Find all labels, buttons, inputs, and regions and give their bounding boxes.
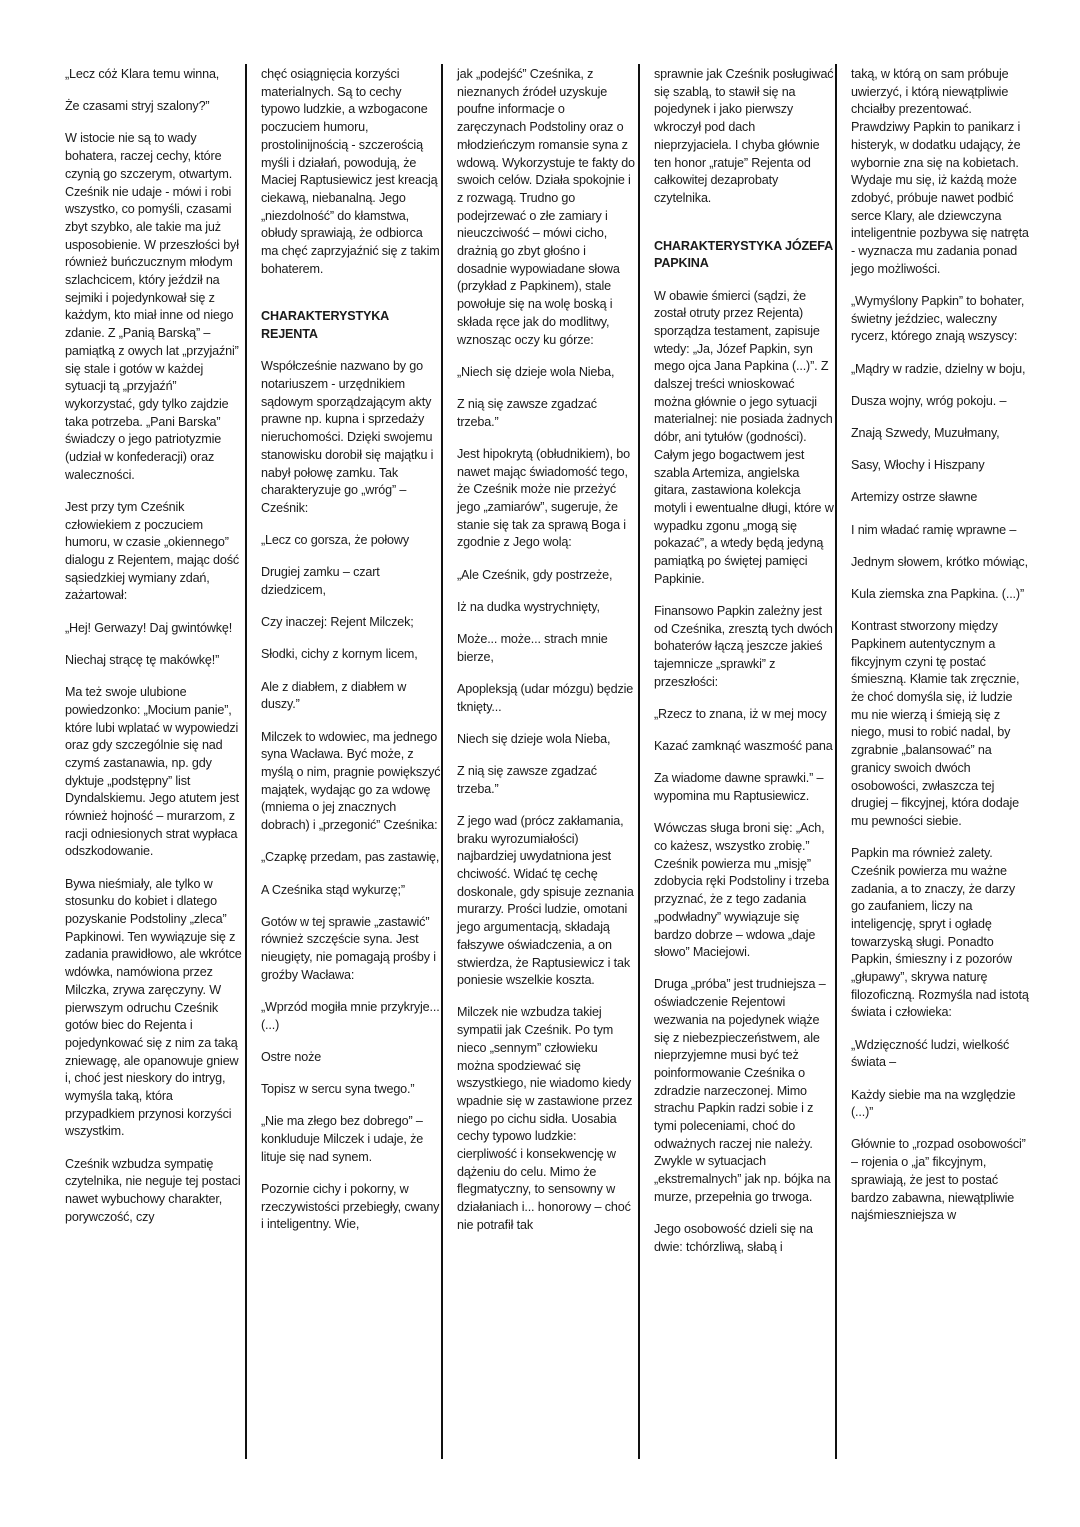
paragraph: „Czapkę przedam, pas zastawię, — [261, 850, 440, 865]
paragraph: Może... może... strach mnie bierze, — [457, 631, 608, 664]
paragraph: „Wprzód mogiła mnie przykryje... (...) — [261, 1000, 440, 1032]
paragraph: sprawnie jak Cześnik posługiwać się szablą, to stawił się na pojedynek i jako pierwszy wkroczył pod dach nieprzyjaciela. I chyba głównie ten honor „ratuje” Rejenta od całkowitej dezaprobaty czytelnika. — [654, 67, 834, 205]
paragraph: Dusza wojny, wróg pokoju. – — [851, 393, 1007, 408]
paragraph: Gotów w tej sprawie „zastawić” również szczęście syna. Jest nieugięty, nie pomagają prośby i groźby Wacława: — [261, 914, 436, 982]
paragraph: Jednym słowem, krótko mówiąc, — [851, 554, 1028, 569]
paragraph: „Lecz cóż Klara temu winna, — [65, 67, 220, 81]
paragraph: Jego osobowość dzieli się na dwie: tchórzliwą, słabą i — [654, 1222, 813, 1254]
paragraph: Sasy, Włochy i Hiszpany — [851, 458, 985, 473]
paragraph: „Nie ma złego bez dobrego” – konkluduje Milczek i udaje, że lituje się nad synem. — [261, 1114, 424, 1164]
column-divider — [441, 64, 443, 1459]
paragraph: I nim władać ramię wprawne – — [851, 522, 1017, 537]
paragraph: „Hej! Gerwazy! Daj gwintówkę! — [65, 620, 233, 635]
paragraph: Z nią się zawsze zgadzać trzeba.” — [457, 396, 597, 429]
paragraph: Kula ziemska zna Papkina. (...)” — [851, 586, 1024, 601]
paragraph: W istocie nie są to wady bohatera, raczej cechy, które czynią go szczerym, otwartym. Cześnik nie udaje - mówi i robi wszystko, co pomyśli, czasami zbyt szybko, ale takie ma już usposobienie. W przeszłości był również buńczucznym młodym szlachcicem, który jeździł na sejmiki i pojedynkował się z każdym, kto miał inne od niego zdanie. Z „Panią Barską” – pamiątką z owych lat „przyjaźni” się stale i gotów w każdej sytuacji tą „przyjaźń” wykorzystać, gdy tylko zajdzie taka potrzeba. „Pani Barska” świadczy o jego patriotyzmie (udział w konfederacji) oraz waleczności. — [65, 131, 239, 482]
paragraph: Współcześnie nazwano by go notariuszem - urzędnikiem sądowym sporządzającym akty prawne np. kupna i sprzedaży nieruchomości. Dzięki swojemu stanowisku dorobił się majątku i nabył połowę zamku. Tak charakteryzuje go „wróg” – Cześnik: — [261, 359, 434, 515]
paragraph: Artemizy ostrze sławne — [851, 490, 978, 505]
section-heading: CHARAKTERYSTYKA REJENTA — [261, 309, 389, 342]
paragraph: chęć osiągnięcia korzyści materialnych. Są to cechy typowo ludzkie, a wzbogacone poczuciem humoru, prostolinijnością - szczerością myśli i działań, powodują, że Maciej Raptusiewicz jest kreacją ciekawą, niebanalną. Jego „niezdolność” do kłamstwa, obłudy sprawiają, że odbiorca ma chęć zaprzyjaźnić się z takim bohaterem. — [261, 67, 440, 276]
paragraph: Z nią się zawsze zgadzać trzeba.” — [457, 764, 597, 796]
text-column-4 — [654, 66, 834, 1271]
text-column-2 — [261, 66, 441, 1249]
paragraph: Wówczas sługa broni się: „Ach, co każesz, wszystko zrobię.” Cześnik powierza mu „misję” zdobycia ręki Podstoliny i trzeba przyznać, że z tego zadania „podwładny” wywiązuje się bardzo dobrze – wdowa „daje słowo” Maciejowi. — [654, 821, 829, 960]
paragraph: „Wdzięczność ludzi, wielkość świata – — [851, 1037, 1010, 1070]
paragraph: Czy inaczej: Rejent Milczek; — [261, 615, 414, 630]
text-column-1 — [65, 66, 245, 1241]
paragraph: Apopleksją (udar mózgu) będzie tknięty... — [457, 681, 634, 714]
column-divider — [835, 64, 837, 1459]
column-divider — [638, 64, 640, 1459]
column-divider — [245, 64, 247, 1459]
paragraph: Bywa nieśmiały, ale tylko w stosunku do kobiet i dlatego pozyskanie Podstoliny „zleca” Papkinowi. Ten wywiązuje się z zadania prawidłowo, ale wkrótce wdówka, namówiona przez Milczka, zrywa zaręczyny. W pierwszym odruchu Cześnik gotów biec do Rejenta i pojedynkować się z nim za taką zniewagę, ale opanowuje gniew i, choć jest nieskory do intryg, wymyśla taką, która przypadkiem przynosi korzyści wszystkim. — [65, 876, 242, 1139]
paragraph: Że czasami stryj szalony?” — [65, 99, 210, 114]
paragraph: W obawie śmierci (sądzi, że został otruty przez Rejenta) sporządza testament, zapisuje wtedy: „Ja, Józef Papkin, syn mego ojca Jana Papkina (...)”. Z dalszej treści wnioskować można głównie o jego sytuacji materialnej: nie posiada żadnych dóbr, ani tytułów (godności). Całym jego bogactwem jest szabla Artemiza, angielska gitara, zastawiona kolekcja motyli i ewentualne długi, które w wypadku zgonu „mogą się pokazać”, a wtedy będą jedyną pamiątką po świętej pamięci Papkinie. — [654, 288, 834, 586]
paragraph: „Mądry w radzie, dzielny w boju, — [851, 361, 1026, 376]
paragraph: Kontrast stworzony między Papkinem autentycznym a fikcyjnym czyni tę postać śmieszną. Kłamie tak zręcznie, że choć domyśla się, iż ludzie mu nie wierzą i śmieją się z niego, musi to robić nadal, by zgrabnie „balansować” na granicy swoich dwóch osobowości, zwłaszcza tej drugiej – fikcyjnej, która dodaje mu pewności siebie. — [851, 619, 1020, 828]
paragraph: Ma też swoje ulubione powiedzonko: „Mocium panie”, które lubi wplatać w wypowiedzi oraz gdy szczególnie się nad czymś zastanawia, np. gdy dyktuje „podstępny” list Dyndalskiemu. Jego atutem jest również hojność – murarzom, z racji odniesionych strat wypłaca odszkodowanie. — [65, 685, 239, 859]
paragraph: Pozornie cichy i pokorny, w rzeczywistości przebiegły, cwany i inteligentny. Wie, — [261, 1181, 440, 1232]
paragraph: Znają Szwedy, Muzułmany, — [851, 425, 1000, 440]
paragraph: Słodki, cichy z kornym licem, — [261, 647, 418, 662]
paragraph: Niech się dzieje wola Nieba, — [457, 731, 611, 746]
paragraph: „Wymyślony Papkin” to bohater, świetny jeździec, waleczny rycerz, którego znają wszyscy: — [851, 293, 1025, 344]
text-column-5 — [851, 66, 1031, 1239]
paragraph: Druga „próba” jest trudniejsza – oświadczenie Rejentowi wezwania na pojedynek wiąże się z niebezpieczeństwem, ale nieprzyjemne musi być też poinformowanie Cześnika o zdradzie narzeczonej. Mimo strachu Papkin radzi sobie i z tymi poleceniami, choć do odważnych raczej nie należy. Zwykle w sytuacjach „ekstremalnych” jak np. bójka na murze, przepełnia go trwoga. — [654, 977, 831, 1204]
paragraph: „Lecz co gorsza, że połowy — [261, 533, 409, 548]
paragraph: Każdy siebie ma na względzie (...)” — [851, 1087, 1016, 1120]
paragraph: Głównie to „rozpad osobowości” – rojenia o „ja” fikcyjnym, sprawiają, że jest to postać bardzo zabawna, niewątpliwie najśmieszniejsza w — [851, 1137, 1026, 1223]
paragraph: Kazać zamknąć waszmość pana — [654, 739, 833, 754]
paragraph: Topisz w sercu syna twego.” — [261, 1082, 415, 1097]
paragraph: Iż na dudka wystrychnięty, — [457, 599, 600, 614]
paragraph: „Ale Cześnik, gdy postrzeże, — [457, 567, 613, 582]
paragraph: Drugiej zamku – czart dziedzicem, — [261, 565, 380, 598]
paragraph: jak „podejść” Cześnika, z nieznanych źródeł uzyskuje poufne informacje o zaręczynach Podstoliny oraz o młodzieńczym romansie syna z wdową. Wykorzystuje te fakty do swoich celów. Działa spokojnie i z rozwagą. Trudno go podejrzewać o złe zamiary i nieuczciwość – mówi cicho, drażnią go zbyt głośno i dosadnie wypowiadane słowa (przykład z Papkinem), stale powołuje się na wolę boską i składa ręce jak do modlitwy, wznosząc oczy ku górze: — [457, 67, 635, 347]
paragraph: Niechaj strącę tę makówkę!” — [65, 652, 220, 667]
paragraph: „Rzecz to znana, iż w mej mocy — [654, 707, 827, 721]
paragraph: taką, w którą on sam próbuje uwierzyć, i którą niewątpliwie chciałby prezentować. Prawdziwy Papkin to panikarz i histeryk, w dodatku udający, że wybornie zna się na kobietach. Wydaje mu się, iż każdą może zdobyć, próbuje nawet podbić serce Klary, ale dziewczyna inteligentnie pozbywa się natręta - wyznacza mu zadania ponad jego możliwości. — [851, 67, 1029, 276]
paragraph: Jest przy tym Cześnik człowiekiem z poczuciem humoru, w czasie „okiennego” dialogu z Rejentem, mając dość sąsiedzkiej wymiany zdań, zażartował: — [65, 499, 240, 603]
paragraph: Ale z diabłem, z diabłem w duszy.” — [261, 679, 407, 712]
paragraph: „Niech się dzieje wola Nieba, — [457, 364, 615, 379]
paragraph: Milczek to wdowiec, ma jednego syna Wacława. Być może, z myślą o nim, pragnie powiększyć majątek, wydając go za wdowę (mniema o jej znacznych dobrach) i „przegonić” Cześnika: — [261, 729, 441, 833]
paragraph: Za wiadome dawne sprawki.” – wypomina mu Raptusiewicz. — [654, 771, 824, 804]
paragraph: Finansowo Papkin zależny jest od Cześnika, zresztą tych dwóch bohaterów łączą jeszcze jakieś tajemnicze „sprawki” z przeszłości: — [654, 603, 833, 689]
paragraph: Milczek nie wzbudza takiej sympatii jak Cześnik. Po tym nieco „sennym” człowieku można spodziewać się wszystkiego, nie wiadomo kiedy wpadnie się w zastawione przez niego po cichu sidła. Uosabia cechy typowo ludzkie: cierpliwość i konsekwencję w dążeniu do celu. Mimo że flegmatyczny, to sensowny w działaniach i... honorowy – choć nie potrafił tak — [457, 1005, 633, 1232]
text-column-3 — [457, 66, 637, 1249]
section-heading: CHARAKTERYSTYKA JÓZEFA PAPKINA — [654, 238, 833, 271]
paragraph: Ostre noże — [261, 1049, 322, 1064]
paragraph: Jest hipokrytą (obłudnikiem), bo nawet mając świadomość tego, że Cześnik może nie przeżyć jego „zamiarów”, sugeruje, że stanie się tak za sprawą Boga i zgodnie z Jego wolą: — [457, 446, 630, 550]
paragraph: Z jego wad (prócz zakłamania, braku wyrozumiałości) najbardziej uwydatniona jest chciwość. Widać tę cechę doskonale, gdy spisuje zeznania murarzy. Prości ludzie, omotani jego argumentacją, składają fałszywe oświadczenia, a on stwierdza, że Raptusiewicz i tak poniesie wszelkie koszta. — [457, 813, 634, 988]
paragraph: Cześnik wzbudza sympatię czytelnika, nie neguje tej postaci nawet wybuchowy charakter, porywczość, czy — [65, 1156, 241, 1224]
paragraph: A Cześnika stąd wykurzę;” — [261, 882, 405, 897]
paragraph: Papkin ma również zalety. Cześnik powierza mu ważne zadania, a to znaczy, że darzy go zaufaniem, liczy na inteligencję, spryt i ogładę towarzyską sługi. Ponadto Papkin, śmieszny i z pozorów „głupawy”, skrywa naturę filozoficzną. Rozmyśla nad istotą świata i człowieka: — [851, 846, 1029, 1020]
